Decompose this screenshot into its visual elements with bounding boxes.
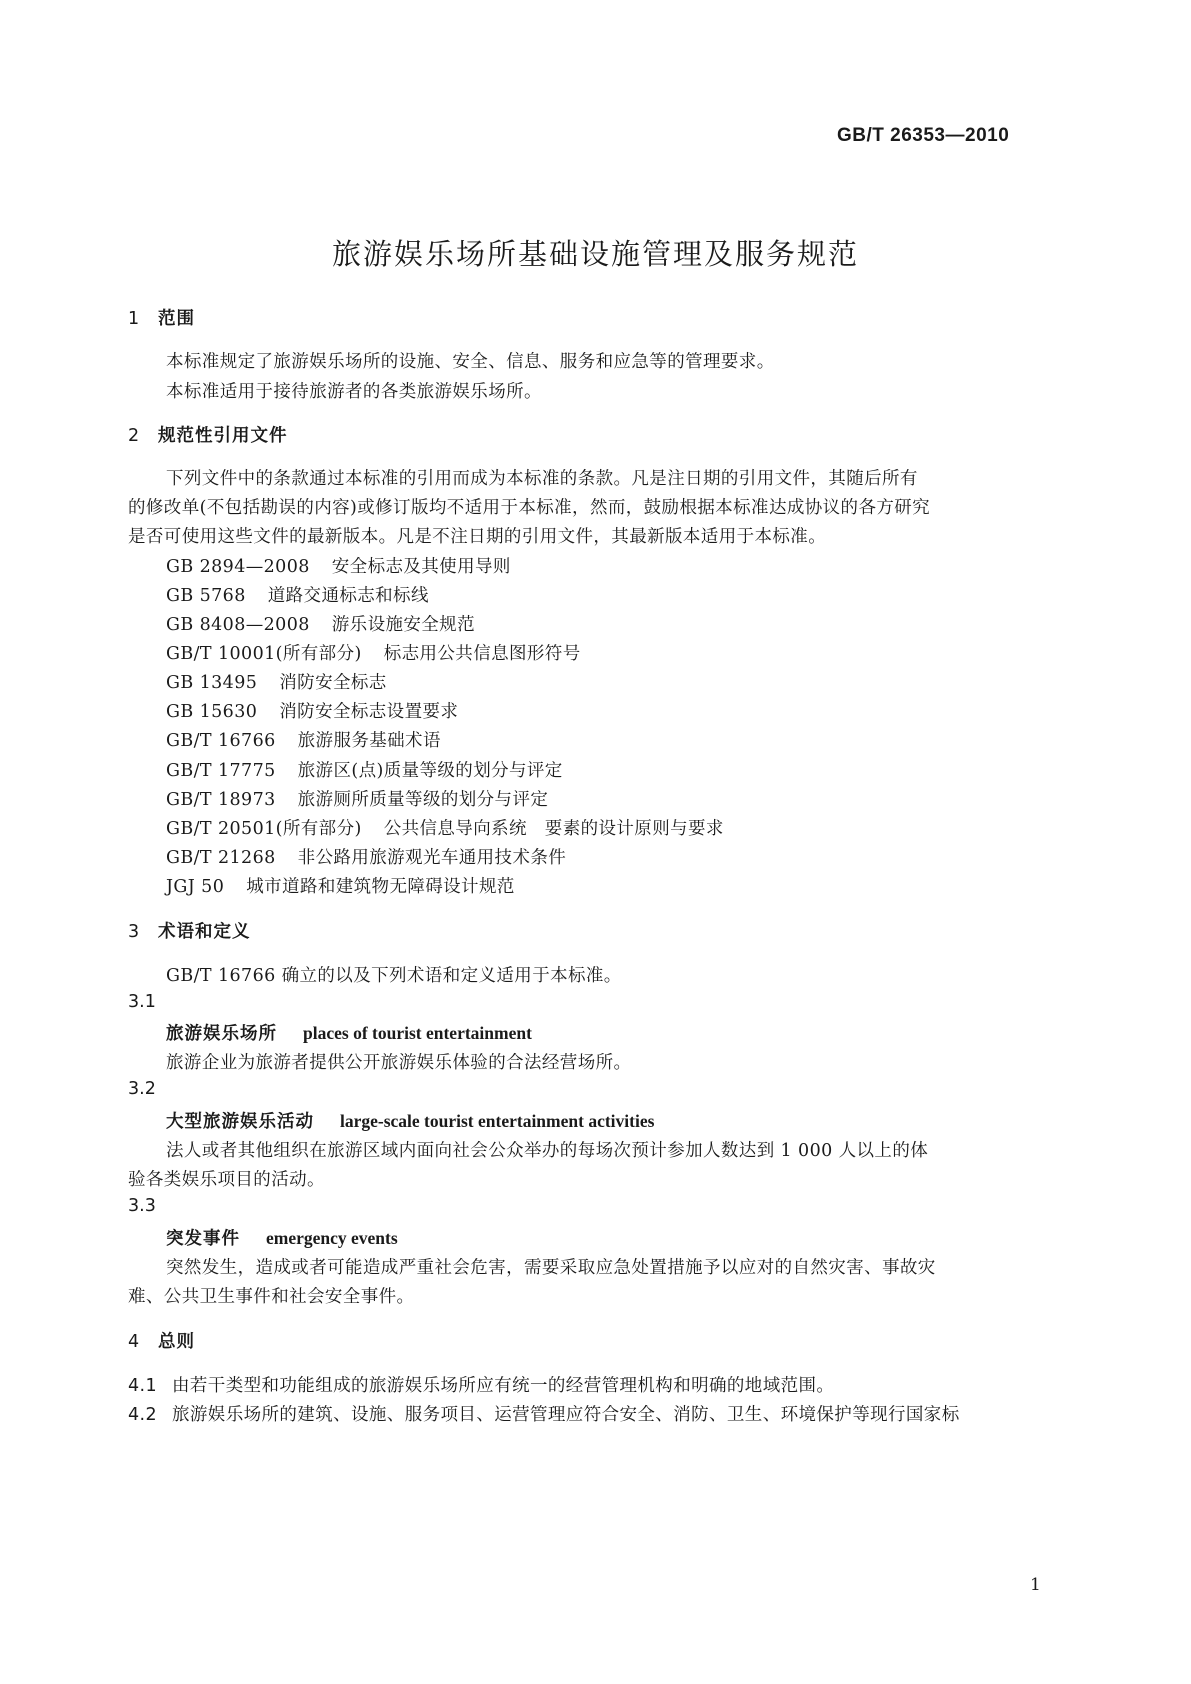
reference-title: 旅游厕所质量等级的划分与评定 <box>297 790 549 810</box>
paragraph: GB/T 16766 确立的以及下列术语和定义适用于本标准。 <box>166 966 622 986</box>
reference-item <box>166 698 458 723</box>
section-number: 1 <box>128 309 141 329</box>
reference-item <box>166 727 441 752</box>
reference-title: 消防安全标志 <box>279 673 387 693</box>
reference-title: 非公路用旅游观光车通用技术条件 <box>297 848 567 868</box>
reference-title: 城市道路和建筑物无障碍设计规范 <box>246 877 515 897</box>
paragraph: 本标准规定了旅游娱乐场所的设施、安全、信息、服务和应急等的管理要求。 <box>166 352 775 372</box>
term-zh: 大型旅游娱乐活动 <box>166 1112 314 1132</box>
page-title: 旅游娱乐场所基础设施管理及服务规范 <box>331 237 859 271</box>
reference-title: 旅游区(点)质量等级的划分与评定 <box>297 761 563 781</box>
section-title: 总则 <box>158 1332 195 1352</box>
paragraph-line: 的修改单(不包括勘误的内容)或修订版均不适用于本标准，然而，鼓励根据本标准达成协议的各方研究 <box>128 498 931 518</box>
reference-code: GB 13495 <box>166 673 258 693</box>
paragraph-line: 下列文件中的条款通过本标准的引用而成为本标准的条款。凡是注日期的引用文件，其随后所有 <box>166 469 918 489</box>
clause <box>128 1401 960 1426</box>
term-en: large-scale tourist entertainment activities <box>340 1111 655 1131</box>
reference-item <box>166 640 581 665</box>
reference-item <box>166 786 548 811</box>
clause-number: 4.2 <box>128 1405 158 1425</box>
paragraph-line: 是否可使用这些文件的最新版本。凡是不注日期的引用文件，其最新版本适用于本标准。 <box>128 527 827 547</box>
clause-text: 由若干类型和功能组成的旅游娱乐场所应有统一的经营管理机构和明确的地域范围。 <box>172 1376 835 1396</box>
section-number: 2 <box>128 426 141 446</box>
reference-title: 标志用公共信息图形符号 <box>383 644 581 664</box>
reference-item <box>166 757 563 782</box>
reference-code: GB 5768 <box>166 586 246 606</box>
reference-code: GB/T 17775 <box>166 761 276 781</box>
reference-item <box>166 873 515 898</box>
reference-item <box>166 815 724 840</box>
term-number: 3.3 <box>128 1196 156 1216</box>
section-1-heading <box>128 305 195 330</box>
term-zh: 突发事件 <box>166 1229 240 1249</box>
term-definition: 验各类娱乐项目的活动。 <box>128 1170 325 1190</box>
reference-title: 消防安全标志设置要求 <box>279 702 459 722</box>
section-number: 3 <box>128 922 141 942</box>
reference-code: GB 2894—2008 <box>166 557 310 577</box>
reference-code: GB/T 16766 <box>166 731 276 751</box>
term-definition: 难、公共卫生事件和社会安全事件。 <box>128 1287 415 1307</box>
section-3-heading <box>128 918 251 943</box>
section-2-heading <box>128 422 288 447</box>
term-number: 3.2 <box>128 1079 156 1099</box>
reference-code: GB/T 10001(所有部分) <box>166 644 362 664</box>
section-title: 术语和定义 <box>158 922 251 942</box>
reference-title: 游乐设施安全规范 <box>331 615 475 635</box>
reference-item <box>166 844 566 869</box>
reference-code: GB 15630 <box>166 702 258 722</box>
reference-title: 道路交通标志和标线 <box>267 586 429 606</box>
reference-code: GB/T 20501(所有部分) <box>166 819 362 839</box>
section-number: 4 <box>128 1332 141 1352</box>
term-zh: 旅游娱乐场所 <box>166 1024 277 1044</box>
section-title: 范围 <box>158 309 195 329</box>
reference-code: GB/T 18973 <box>166 790 276 810</box>
reference-item <box>166 553 511 578</box>
reference-title: 安全标志及其使用导则 <box>331 557 511 577</box>
standard-number: GB/T 26353—2010 <box>837 125 1010 146</box>
page-number: 1 <box>1030 1575 1041 1595</box>
term-definition: 法人或者其他组织在旅游区域内面向社会公众举办的每场次预计参加人数达到 1 000 人以上的体 <box>166 1141 929 1161</box>
reference-code: JGJ 50 <box>166 877 225 897</box>
term-definition: 突然发生，造成或者可能造成严重社会危害，需要采取应急处置措施予以应对的自然灾害、事故灾 <box>166 1258 936 1278</box>
reference-title: 公共信息导向系统 要素的设计原则与要求 <box>383 819 724 839</box>
term-heading <box>166 1108 654 1133</box>
term-heading <box>166 1225 398 1250</box>
paragraph: 本标准适用于接待旅游者的各类旅游娱乐场所。 <box>166 382 542 402</box>
clause-text: 旅游娱乐场所的建筑、设施、服务项目、运营管理应符合安全、消防、卫生、环境保护等现行国家标 <box>172 1405 960 1425</box>
term-definition: 旅游企业为旅游者提供公开旅游娱乐体验的合法经营场所。 <box>166 1053 632 1073</box>
clause-number: 4.1 <box>128 1376 158 1396</box>
term-heading <box>166 1020 532 1045</box>
reference-item <box>166 669 387 694</box>
reference-code: GB 8408—2008 <box>166 615 310 635</box>
reference-item <box>166 611 475 636</box>
reference-title: 旅游服务基础术语 <box>297 731 441 751</box>
term-en: places of tourist entertainment <box>303 1023 532 1043</box>
clause <box>128 1372 834 1397</box>
reference-code: GB/T 21268 <box>166 848 276 868</box>
term-en: emergency events <box>266 1228 398 1248</box>
reference-item <box>166 582 429 607</box>
section-title: 规范性引用文件 <box>158 426 288 446</box>
section-4-heading <box>128 1328 195 1353</box>
term-number: 3.1 <box>128 992 156 1012</box>
